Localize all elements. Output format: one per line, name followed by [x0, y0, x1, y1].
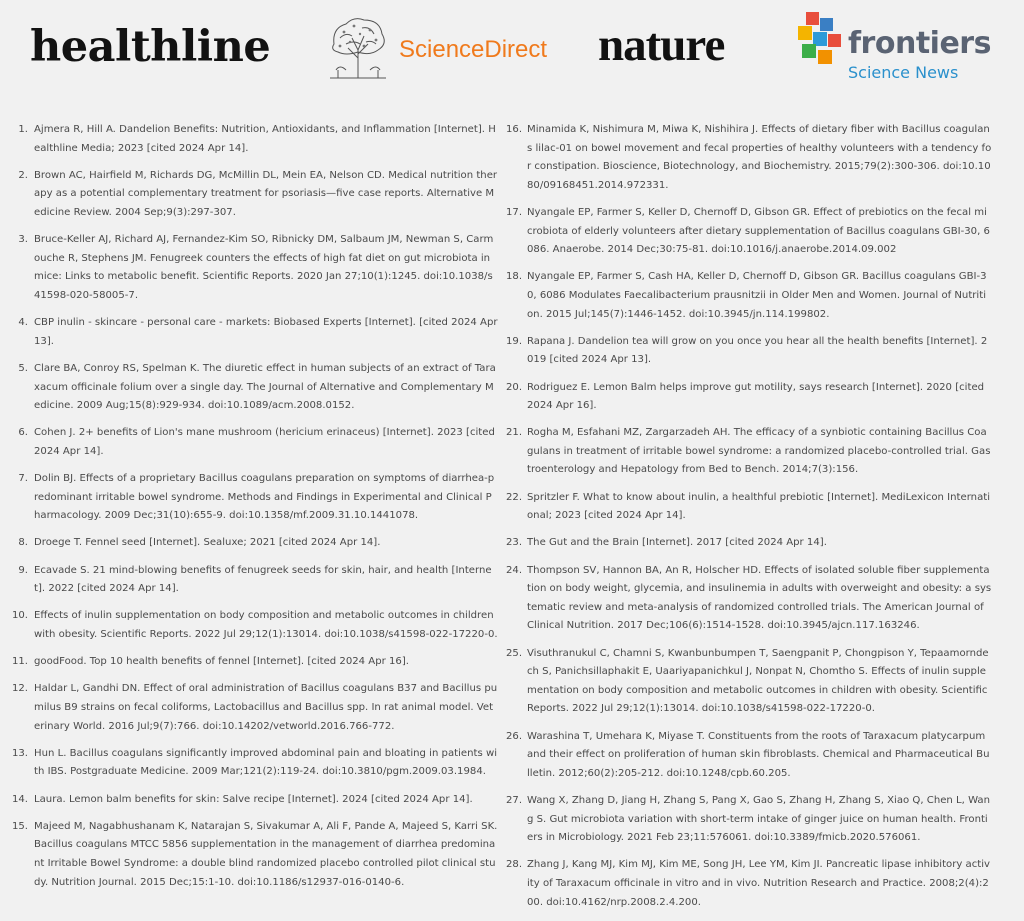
- reference-number: 25.: [506, 647, 523, 659]
- reference-item: [10, 534, 498, 553]
- reference-text: Dolin BJ. Effects of a proprietary Bacillus coagulans preparation on symptoms of diarrhea-predominant irritable bowel syndrome. Methods and Findings in Experimental and Clinical Pharmacology. 2009 Dec;31(10):655-9. doi:10.1358/mf.2009.31.10.1441078.: [34, 473, 495, 522]
- reference-item: [506, 792, 992, 848]
- reference-item: [10, 424, 498, 461]
- reference-number: 19.: [506, 335, 523, 347]
- reference-text: Bruce-Keller AJ, Richard AJ, Fernandez-Kim SO, Ribnicky DM, Salbaum JM, Newman S, Carmouche R, Stephens JM. Fenugreek counters the effects of high fat diet on gut microbiota in mice: Links to metabolic benefit. Scientific Reports. 2020 Jan 27;10(1):1245. doi:10.1038/s41598-020-58005-7.: [34, 234, 494, 301]
- reference-text: Rapana J. Dandelion tea will grow on you once you hear all the health benefits [Internet]. 2019 [cited 2024 Apr 13].: [527, 335, 988, 366]
- reference-number: 2.: [18, 169, 28, 181]
- reference-number: 8.: [18, 537, 28, 549]
- reference-text: Wang X, Zhang D, Jiang H, Zhang S, Pang X, Gao S, Zhang H, Zhang S, Xiao Q, Chen L, Wang S. Gut microbiota variation with short-term intake of ginger juice on human health. Frontiers in Microbiology. 2021 Feb 23;11:576061. doi:10.3389/fmicb.2020.576061.: [527, 794, 990, 844]
- reference-text: Haldar L, Gandhi DN. Effect of oral administration of Bacillus coagulans B37 and Bacillus pumilus B9 strains on fecal coliforms, Lactobacillus and Bacillus spp. In rat animal model. Veterinary World. 2016 Jul;9(7):766. doi:10.14202/vetworld.2016.766-772.: [34, 683, 498, 732]
- reference-number: 16.: [506, 124, 523, 135]
- reference-item: [506, 268, 992, 324]
- reference-text: Brown AC, Hairfield M, Richards DG, McMillin DL, Mein EA, Nelson CD. Medical nutrition therapy as a potential complementary treatment for psoriasis—five case reports. Alternative Medicine Review. 2004 Sep;9(3):297-307.: [34, 169, 498, 218]
- frontiers-subtitle: Science News: [848, 63, 959, 82]
- reference-text: Ecavade S. 21 mind-blowing benefits of fenugreek seeds for skin, hair, and health [Internet]. 2022 [cited 2024 Apr 14].: [34, 564, 492, 595]
- reference-number: 23.: [506, 537, 523, 549]
- reference-item: [10, 470, 498, 526]
- reference-number: 13.: [11, 747, 28, 759]
- reference-number: 17.: [506, 206, 523, 218]
- reference-item: [10, 121, 498, 158]
- reference-text: Clare BA, Conroy RS, Spelman K. The diuretic effect in human subjects of an extract of Taraxacum officinale folium over a single day. The Journal of Alternative and Complementary Medicine. 2009 Aug;15(8):929-934. doi:10.1089/acm.2008.0152.: [34, 362, 496, 412]
- reference-item: [10, 745, 498, 782]
- reference-number: 12.: [11, 683, 28, 695]
- reference-text: Visuthranukul C, Chamni S, Kwanbunbumpen T, Saengpanit P, Chongpison Y, Tepaamorndech S, Panichsillaphakit E, Uaariyapanichkul J, Nonpat N, Chomtho S. Effects of inulin supplementation on body composition and metabolic outcomes in children with obesity. Scientific Reports. 2022 Jul 29;12(1):13014. doi:10.1038/s41598-022-17220-0.: [527, 647, 989, 715]
- logo-band: [0, 0, 1024, 100]
- reference-text: Minamida K, Nishimura M, Miwa K, Nishihira J. Effects of dietary fiber with Bacillus coagulans lilac-01 on bowel movement and fecal properties of healthy volunteers with a tendency for constipation. Bioscience, Biotechnology, and Biochemistry. 2015;79(2):300-306. doi:10.1080/09168451.2014.972331.: [527, 124, 992, 191]
- reference-text: Zhang J, Kang MJ, Kim MJ, Kim ME, Song JH, Lee YM, Kim JI. Pancreatic lipase inhibitory activity of Taraxacum officinale in vitro and in vivo. Nutrition Research and Practice. 2008;2(4):200. doi:10.4162/nrp.2008.2.4.200.: [527, 859, 991, 908]
- reference-text: Laura. Lemon balm benefits for skin: Salve recipe [Internet]. 2024 [cited 2024 Apr 14].: [34, 793, 473, 805]
- reference-text: Majeed M, Nagabhushanam K, Natarajan S, Sivakumar A, Ali F, Pande A, Majeed S, Karri SK. Bacillus coagulans MTCC 5856 supplementation in the management of diarrhea predominant Irritable Bowel Syndrome: a double blind randomized placebo controlled pilot clinical study. Nutrition Journal. 2015 Dec;15:1-10. doi:10.1186/s12937-016-0140-6.: [34, 820, 498, 888]
- reference-item: [506, 645, 992, 719]
- reference-number: 6.: [18, 427, 28, 439]
- reference-number: 26.: [506, 730, 523, 742]
- reference-number: 11.: [11, 656, 28, 668]
- healthline-logo: healthline: [30, 22, 271, 72]
- reference-number: 18.: [506, 271, 523, 283]
- reference-text: Nyangale EP, Farmer S, Keller D, Chernoff D, Gibson GR. Effect of prebiotics on the fecal microbiota of elderly volunteers after dietary supplementation of Bacillus coagulans GBI-30, 6086. Anaerobe. 2014 Dec;30:75-81. doi:10.1016/j.anaerobe.2014.09.002: [527, 206, 990, 256]
- reference-text: The Gut and the Brain [Internet]. 2017 [cited 2024 Apr 14].: [527, 537, 827, 549]
- reference-text: Droege T. Fennel seed [Internet]. Sealuxe; 2021 [cited 2024 Apr 14].: [34, 537, 381, 549]
- reference-item: [10, 791, 498, 810]
- reference-text: goodFood. Top 10 health benefits of fennel [Internet]. [cited 2024 Apr 16].: [34, 656, 409, 668]
- reference-item: [10, 167, 498, 223]
- reference-number: 4.: [18, 317, 28, 329]
- frontiers-logo: [796, 12, 1006, 84]
- reference-item: [506, 333, 992, 370]
- references-column-right: [506, 121, 992, 921]
- reference-text: Nyangale EP, Farmer S, Cash HA, Keller D, Chernoff D, Gibson GR. Bacillus coagulans GBI-30, 6086 Modulates Faecalibacterium prausnitzii in Older Men and Women. Journal of Nutrition. 2015 Jul;145(7):1446-1452. doi:10.3945/jn.114.199802.: [527, 271, 987, 320]
- reference-number: 15.: [11, 820, 28, 832]
- reference-item: [10, 360, 498, 416]
- reference-number: 5.: [18, 362, 28, 374]
- nature-logo: nature: [598, 19, 725, 71]
- reference-text: CBP inulin - skincare - personal care - markets: Biobased Experts [Internet]. [cited 2024 Apr 13].: [34, 317, 498, 347]
- reference-number: 9.: [18, 564, 28, 576]
- sciencedirect-logo: [326, 14, 556, 80]
- reference-number: 20.: [506, 381, 523, 393]
- reference-number: 3.: [18, 234, 28, 246]
- reference-number: 28.: [506, 859, 523, 871]
- reference-item: [10, 314, 498, 351]
- reference-text: Thompson SV, Hannon BA, An R, Holscher HD. Effects of isolated soluble fiber supplementation on body weight, glycemia, and insulinemia in adults with overweight and obesity: a systematic review and meta-analysis of randomized controlled trials. The American Journal of Clinical Nutrition. 2017 Dec;106(6):1514-1528. doi:10.3945/ajcn.117.163246.: [527, 564, 992, 632]
- reference-item: [10, 653, 498, 672]
- reference-number: 14.: [11, 793, 28, 805]
- reference-text: Cohen J. 2+ benefits of Lion's mane mushroom (hericium erinaceus) [Internet]. 2023 [cited 2024 Apr 14].: [34, 427, 495, 457]
- reference-number: 10.: [11, 610, 28, 622]
- reference-item: [506, 121, 992, 195]
- reference-item: [10, 680, 498, 736]
- reference-number: 24.: [506, 564, 523, 576]
- reference-number: 27.: [506, 794, 523, 806]
- reference-item: [506, 379, 992, 416]
- reference-number: 7.: [18, 473, 28, 485]
- reference-text: Effects of inulin supplementation on body composition and metabolic outcomes in children with obesity. Scientific Reports. 2022 Jul 29;12(1):13014. doi:10.1038/s41598-022-17220-0.: [34, 610, 498, 640]
- reference-number: 1.: [18, 124, 28, 135]
- reference-item: [506, 424, 992, 480]
- references-column-left: [10, 121, 498, 901]
- reference-text: Spritzler F. What to know about inulin, a healthful prebiotic [Internet]. MediLexicon International; 2023 [cited 2024 Apr 14].: [527, 491, 991, 522]
- reference-item: [506, 534, 992, 553]
- reference-text: Ajmera R, Hill A. Dandelion Benefits: Nutrition, Antioxidants, and Inflammation [Internet]. Healthline Media; 2023 [cited 2024 Apr 14].: [34, 124, 496, 154]
- reference-text: Rodriguez E. Lemon Balm helps improve gut motility, says research [Internet]. 2020 [cited 2024 Apr 16].: [527, 381, 985, 412]
- reference-item: [10, 231, 498, 305]
- reference-item: [506, 728, 992, 784]
- reference-item: [10, 562, 498, 599]
- reference-item: [506, 856, 992, 912]
- reference-number: 22.: [506, 491, 523, 503]
- reference-text: Hun L. Bacillus coagulans significantly improved abdominal pain and bloating in patients with IBS. Postgraduate Medicine. 2009 Mar;121(2):119-24. doi:10.3810/pgm.2009.03.1984.: [34, 747, 498, 778]
- reference-item: [10, 607, 498, 644]
- reference-item: [506, 489, 992, 526]
- reference-item: [10, 818, 498, 892]
- sciencedirect-wordmark: ScienceDirect: [399, 36, 548, 63]
- frontiers-cubes-icon: [796, 12, 844, 70]
- reference-text: Warashina T, Umehara K, Miyase T. Constituents from the roots of Taraxacum platycarpum and their effect on proliferation of human skin fibroblasts. Chemical and Pharmaceutical Bulletin. 2012;60(2):205-212. doi:10.1248/cpb.60.205.: [527, 730, 990, 779]
- frontiers-wordmark: frontiers: [848, 26, 991, 61]
- reference-item: [506, 204, 992, 260]
- reference-number: 21.: [506, 427, 523, 439]
- reference-text: Rogha M, Esfahani MZ, Zargarzadeh AH. The efficacy of a synbiotic containing Bacillus Coagulans in treatment of irritable bowel syndrome: a randomized placebo-controlled trial. Gastroenterology and Hepatology from Bed to Bench. 2014;7(3):156.: [527, 427, 991, 476]
- elsevier-tree-icon: [326, 14, 390, 80]
- reference-item: [506, 562, 992, 636]
